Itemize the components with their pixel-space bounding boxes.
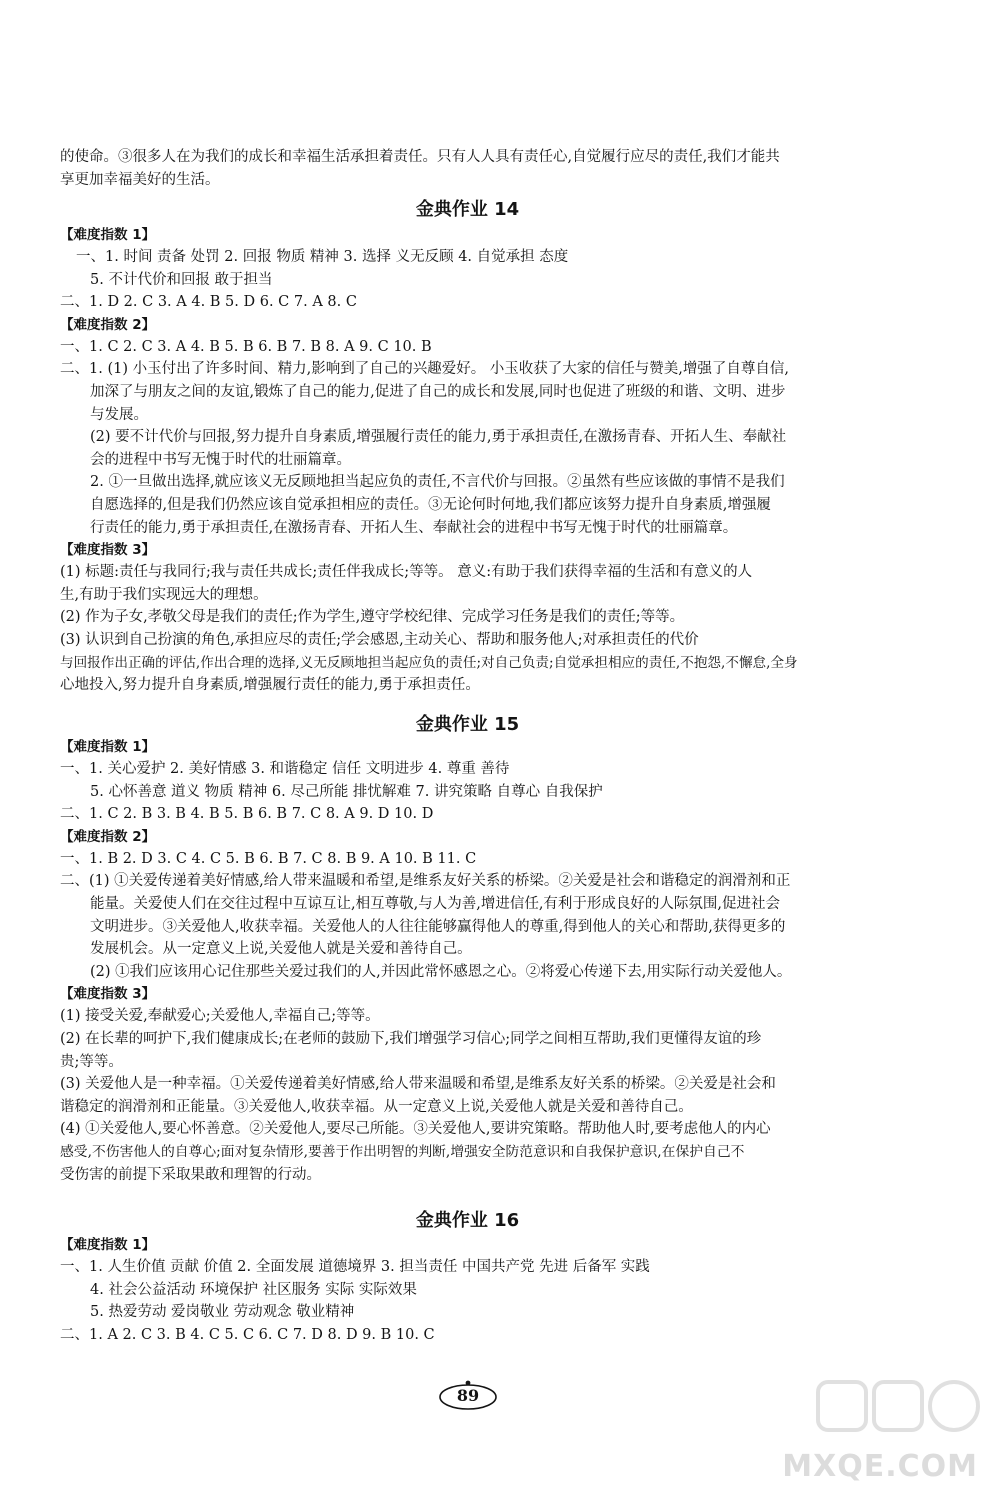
text-line: (2) 作为子女,孝敬父母是我们的责任;作为学生,遵守学校纪律、完成学习任务是我们的责任;等等。 <box>60 609 685 626</box>
content-top <box>60 146 875 191</box>
text-line: 2. ①一旦做出选择,就应该义无反顾地担当起应负的责任,不言代价与回报。②虽然有些应该做的事情不是我们 <box>90 474 785 491</box>
text-line: 一、1. 时间 责备 处罚 2. 回报 物质 精神 3. 选择 义无反顾 4. 自觉承担 态度 <box>76 249 569 265</box>
text-line: 的使命。③很多人在为我们的成长和幸福生活承担着责任。只有人人具有责任心,自觉履行应尽的责任,我们才能共 <box>60 149 780 165</box>
text-line: 二、1. D 2. C 3. A 4. B 5. D 6. C 7. A 8. C <box>60 294 357 311</box>
section-title: 金典作业 15 <box>415 714 520 735</box>
text-line: (1) 标题:责任与我同行;我与责任共成长;责任伴我成长;等等。 意义:有助于我们获得幸福的生活和有意义的人 <box>60 564 753 581</box>
text-line: (2) ①我们应该用心记住那些关爱过我们的人,并因此常怀感恩之心。②将爱心传递下去,用实际行动关爱他人。 <box>90 963 792 980</box>
section-15-body <box>60 736 875 1186</box>
text-line: 谐稳定的润滑剂和正能量。③关爱他人,收获幸福。从一定意义上说,关爱他人就是关爱和善待自己。 <box>60 1098 693 1115</box>
text-line: 二、1. C 2. B 3. B 4. B 5. B 6. B 7. C 8. A 9. D 10. D <box>60 806 434 823</box>
text-line: 与发展。 <box>90 406 148 423</box>
difficulty-label: 【难度指数 3】 <box>60 986 156 1003</box>
text-line: 二、1. (1) 小玉付出了许多时间、精力,影响到了自己的兴趣爱好。 小玉收获了大家的信任与赞美,增强了自尊自信, <box>60 361 790 378</box>
text-line: 5. 心怀善意 道义 物质 精神 6. 尽己所能 排忧解难 7. 讲究策略 自尊心 自我保护 <box>90 783 603 800</box>
text-line: 文明进步。③关爱他人,收获幸福。关爱他人的人往往能够赢得他人的尊重,得到他人的关心和帮助,获得更多的 <box>90 918 786 935</box>
text-line: 行责任的能力,勇于承担责任,在激扬青春、开拓人生、奉献社会的进程中书写无愧于时代的壮丽篇章。 <box>90 519 738 536</box>
text-line: 感受,不伤害他人的自尊心;面对复杂情形,要善于作出明智的判断,增强安全防范意识和自我保护意识,在保护自己不 <box>60 1143 745 1160</box>
text-line: 受伤害的前提下采取果敢和理智的行动。 <box>60 1166 321 1183</box>
text-line: (2) 在长辈的呵护下,我们健康成长;在老师的鼓励下,我们增强学习信心;同学之间相互帮助,我们更懂得友谊的珍 <box>60 1030 762 1047</box>
difficulty-label: 【难度指数 1】 <box>60 227 156 243</box>
text-line: 心地投入,努力提升自身素质,增强履行责任的能力,勇于承担责任。 <box>60 677 480 694</box>
text-line: 一、1. C 2. C 3. A 4. B 5. B 6. B 7. B 8. A 9. C 10. B <box>60 338 432 355</box>
difficulty-label: 【难度指数 2】 <box>60 316 156 333</box>
text-line: 5. 不计代价和回报 敢于担当 <box>90 271 273 288</box>
difficulty-label: 【难度指数 1】 <box>60 739 156 755</box>
watermark <box>782 1374 982 1484</box>
text-line: 加深了与朋友之间的友谊,锻炼了自己的能力,促进了自己的成长和发展,同时也促进了班级的和谐、文明、进步 <box>90 383 786 400</box>
watermark-logo-icon <box>814 1374 982 1444</box>
page-number-text: 89 <box>456 1386 480 1405</box>
text-line: 能量。关爱使人们在交往过程中互谅互让,相互尊敬,与人为善,增进信任,有利于形成良好的人际氛围,促进社会 <box>90 895 781 912</box>
text-line: 贵;等等。 <box>60 1053 123 1070</box>
text-line: 二、(1) ①关爱传递着美好情感,给人带来温暖和希望,是维系友好关系的桥梁。②关爱是社会和谐稳定的润滑剂和正 <box>60 873 791 890</box>
text-line: (1) 接受关爱,奉献爱心;关爱他人,幸福自己;等等。 <box>60 1008 380 1025</box>
section-title: 金典作业 16 <box>415 1210 520 1231</box>
text-line: 会的进程中书写无愧于时代的壮丽篇章。 <box>90 451 351 468</box>
section-14-body <box>60 224 875 697</box>
section-14 <box>60 197 875 223</box>
text-line: 一、1. B 2. D 3. C 4. C 5. B 6. B 7. C 8. B 9. A 10. B 11. C <box>60 850 477 867</box>
text-line: 自愿选择的,但是我们仍然应该自觉承担相应的责任。③无论何时何地,我们都应该努力提升自身素质,增强履 <box>90 496 771 513</box>
difficulty-label: 【难度指数 3】 <box>60 542 156 559</box>
text-line: 一、1. 人生价值 贡献 价值 2. 全面发展 道德境界 3. 担当责任 中国共产党 先进 后备军 实践 <box>60 1259 650 1275</box>
section-15 <box>60 712 875 738</box>
text-line: 发展机会。从一定意义上说,关爱他人就是关爱和善待自己。 <box>90 941 472 958</box>
difficulty-label: 【难度指数 2】 <box>60 828 156 845</box>
text-line: 二、1. A 2. C 3. B 4. C 5. C 6. C 7. D 8. D 9. B 10. C <box>60 1326 435 1343</box>
text-line: (2) 要不计代价与回报,努力提升自身素质,增强履行责任的能力,勇于承担责任,在激扬青春、开拓人生、奉献社 <box>90 429 787 446</box>
text-line: 5. 热爱劳动 爱岗敬业 劳动观念 敬业精神 <box>90 1304 355 1321</box>
section-16-body <box>60 1234 875 1346</box>
text-line: (3) 认识到自己扮演的角色,承担应尽的责任;学会感恩,主动关心、帮助和服务他人;对承担责任的代价 <box>60 631 699 648</box>
text-line: (4) ①关爱他人,要心怀善意。②关爱他人,要尽己所能。③关爱他人,要讲究策略。帮助他人时,要考虑他人的内心 <box>60 1121 771 1138</box>
section-title: 金典作业 14 <box>415 199 520 220</box>
text-line: 享更加幸福美好的生活。 <box>60 171 220 188</box>
difficulty-label: 【难度指数 1】 <box>60 1237 156 1253</box>
section-16 <box>60 1208 875 1234</box>
text-line: 一、1. 关心爱护 2. 美好情感 3. 和谐稳定 信任 文明进步 4. 尊重 善待 <box>60 761 510 777</box>
text-line: 4. 社会公益活动 环境保护 社区服务 实际 实际效果 <box>90 1281 417 1298</box>
text-line: (3) 关爱他人是一种幸福。①关爱传递着美好情感,给人带来温暖和希望,是维系友好关系的桥梁。②关爱是社会和 <box>60 1076 776 1093</box>
text-line: 生,有助于我们实现远大的理想。 <box>60 586 268 603</box>
text-line: 与回报作出正确的评估,作出合理的选择,义无反顾地担当起应负的责任;对自己负责;自觉承担相应的责任,不抱怨,不懈怠,全身 <box>60 654 798 671</box>
watermark-text: MXQE.COM <box>782 1449 978 1484</box>
page-number <box>436 1378 500 1412</box>
